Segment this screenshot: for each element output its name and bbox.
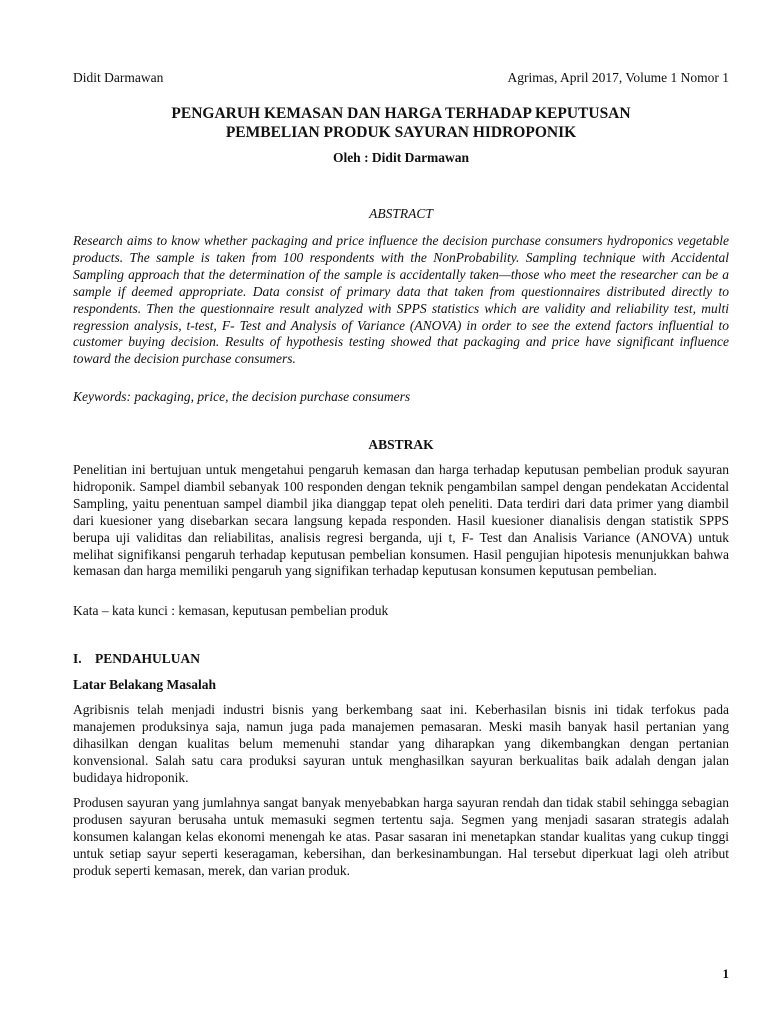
header-author: Didit Darmawan [73,70,164,85]
subsection-heading: Latar Belakang Masalah [73,677,217,692]
paper-title [73,104,729,142]
abstrak-keywords: Kata – kata kunci : kemasan, keputusan pembelian produk [73,603,389,618]
section-title: PENDAHULUAN [95,651,201,666]
section-heading [73,651,200,667]
byline: Oleh : Didit Darmawan [332,150,470,165]
abstract-heading: ABSTRACT [369,206,433,221]
abstract-body: Research aims to know whether packaging and price influence the decision purchase consumers hydroponics vegetable products. The sample is taken from 100 respondents with the NonProbability. Sampling technique with Accidental Sampling approach that the determination of the sample is accidentally taken—those who meet the researcher can be a sample if deemed appropriate. Data consist of primary data that taken from questionnaires distributed directly to respondents. Then the questionnaire result analyzed with SPPS statistics which are validity and reliability test, multi regression analysis, t-test, F- Test and Analysis of Variance (ANOVA) in order to see the extend factors influential to customer buying decision. Results of hypothesis testing showed that packaging and price have significant influence toward the decision purchase consumers. [73,233,729,367]
abstrak-heading: ABSTRAK [368,437,434,452]
page-number: 1 [722,966,729,981]
paragraph: Produsen sayuran yang jumlahnya sangat banyak menyebabkan harga sayuran rendah dan tidak stabil sehingga sebagian produsen sayuran berusaha untuk memasuki segmen tertentu saja. Segmen yang menjadi sasaran strategis adalah konsumen kalangan kelas ekonomi menengah ke atas. Pasar sasaran ini menetapkan standar kualitas yang cukup tinggi untuk setiap sayur seperti keseragaman, kebersihan, dan berkesinambungan. Hal tersebut diperkuat lagi oleh atribut produk seperti kemasan, merek, dan varian produk. [73,795,729,878]
abstract-keywords: Keywords: packaging, price, the decision purchase consumers [73,389,411,404]
header-journal: Agrimas, April 2017, Volume 1 Nomor 1 [507,70,729,85]
abstrak-body: Penelitian ini bertujuan untuk mengetahui pengaruh kemasan dan harga terhadap keputusan pembelian produk sayuran hidroponik. Sampel diambil sebanyak 100 responden dengan teknik pengambilan sampel dengan pendekatan Accidental Sampling, yaitu penentuan sampel diambil jika dianggap tepat oleh peneliti. Data terdiri dari data primer yang diambil dari kuesioner yang disebarkan secara langsung kepada responden. Hasil kuesioner dianalisis dengan statistik SPPS berupa uji validitas dan reliabilitas, analisis regresi berganda, uji t, F- Test dan Analisis Variance (ANOVA) untuk melihat signifikansi pengaruh terhadap keputusan pembelian konsumen. Hasil pengujian hipotesis menunjukkan bahwa kemasan dan harga memiliki pengaruh yang signifikan terhadap keputusan konsumen keputusan pembelian. [73,462,729,579]
title-line-2: PEMBELIAN PRODUK SAYURAN HIDROPONIK [225,124,577,141]
paragraph: Agribisnis telah menjadi industri bisnis yang berkembang saat ini. Keberhasilan bisnis ini tidak terfokus pada manajemen produksinya saja, namun juga pada manajemen pemasaran. Meski masih banyak hasil pertanian yang dihasilkan dengan kualitas belum memenuhi standar yang diharapkan yang dikembangkan dengan pertanian konvensional. Salah satu cara produksi sayuran untuk menghasilkan sayuran berkualitas baik adalah dengan jalan budidaya hidroponik. [73,702,729,785]
title-line-1: PENGARUH KEMASAN DAN HARGA TERHADAP KEPUTUSAN [171,105,631,122]
document-page [73,0,729,1024]
section-number: I. [73,651,82,666]
